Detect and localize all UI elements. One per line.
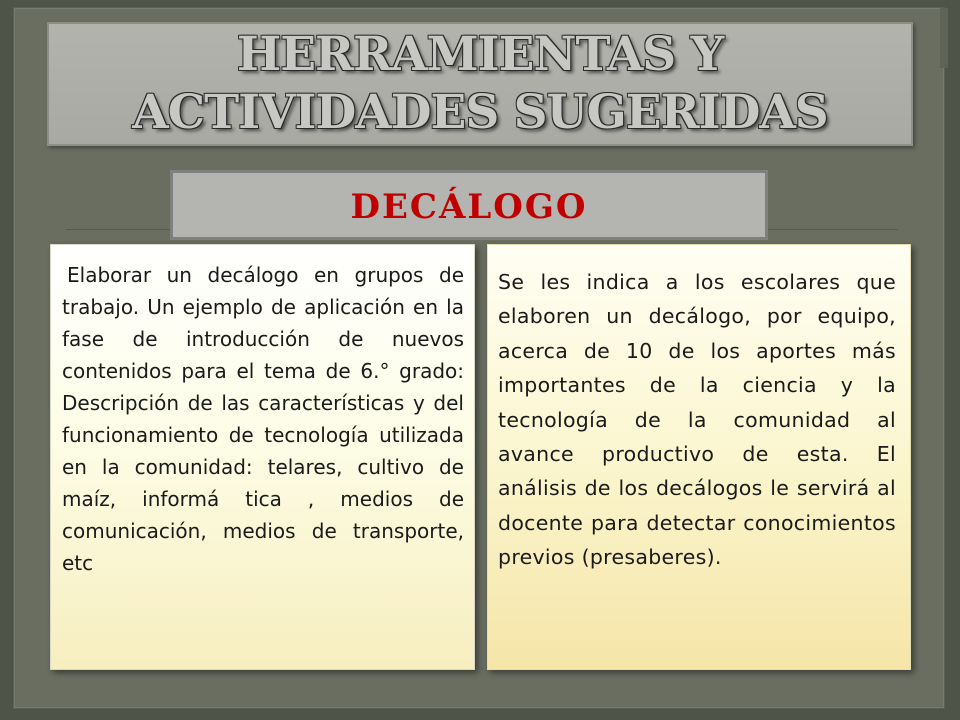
divider-line-left xyxy=(66,229,170,230)
text-box-left xyxy=(50,244,475,670)
text-box-right xyxy=(487,244,911,670)
divider-line-right xyxy=(768,229,898,230)
slide-corner-tab xyxy=(940,8,948,68)
heading-bar xyxy=(170,170,768,240)
slide-title: HERRAMIENTAS Y ACTIVIDADES SUGERIDAS xyxy=(132,27,828,140)
text-box-right-content: Se les indica a los escolares que elaboren un decálogo, por equipo, acerca de 10 de los aportes más importantes de la ciencia y la tecnología de la comunidad al avance productivo de esta. El análisis de los decálogos le servirá al docente para detectar conocimientos previos (presaberes). xyxy=(498,270,896,570)
text-box-left-content: Elaborar un decálogo en grupos de trabajo. Un ejemplo de aplicación en la fase de introducción de nuevos contenidos para el tema de 6.° grado: Descripción de las características y del funcionamiento de tecnología utilizada en la comunidad: telares, cultivo de maíz, informá tica , medios de comunicación, medios de transporte, etc xyxy=(62,263,464,575)
section-heading: DECÁLOGO xyxy=(350,187,588,227)
title-banner xyxy=(47,22,913,146)
